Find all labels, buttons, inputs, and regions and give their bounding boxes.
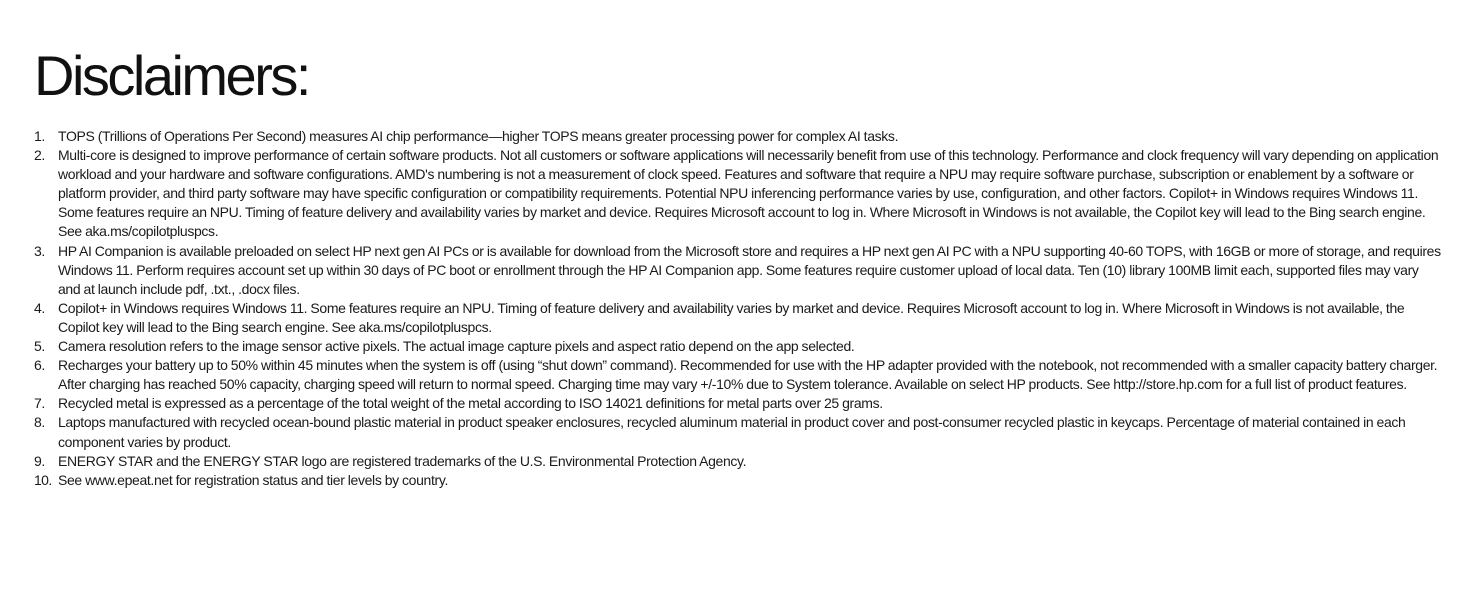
list-item: [34, 242, 1442, 299]
item-text: Recharges your battery up to 50% within 45 minutes when the system is off (using “shut down” command). Recommended for use with the HP adapter provided with the notebook, not recommended with a smaller capacity battery charger. After charging has reached 50% capacity, charging speed will return to normal speed. Charging time may vary +/-10% due to System tolerance. Available on select HP products. See http://store.hp.com for a full list of product features.: [58, 357, 1438, 393]
item-number: 10.: [34, 471, 52, 488]
item-text: Recycled metal is expressed as a percentage of the total weight of the metal according to ISO 14021 definitions for metal parts over 25 grams.: [58, 395, 883, 412]
item-text: See www.epeat.net for registration status and tier levels by country.: [58, 471, 448, 488]
item-number: 4.: [34, 299, 45, 316]
item-text: TOPS (Trillions of Operations Per Second) measures AI chip performance—higher TOPS means greater processing power for complex AI tasks.: [58, 128, 899, 144]
list-item: [34, 413, 1442, 451]
item-number: 5.: [34, 338, 45, 355]
page-title: Disclaimers:: [34, 44, 309, 107]
item-number: 6.: [34, 357, 45, 374]
item-text: Multi-core is designed to improve performance of certain software products. Not all customers or software applications will necessarily benefit from use of this technology. Performance and clock frequency will vary depending on application workload and your hardware and software configurations. AMD's numbering is not a measurement of clock speed. Features and software that require a NPU may require software purchase, subscription or enablement by a software or platform provider, and third party software may have specific configuration or compatibility requirements. Potential NPU inferencing performance varies by use, configuration, and other factors. Copilot+ in Windows requires Windows 11. Some features require an NPU. Timing of feature delivery and availability varies by market and device. Requires Microsoft account to log in. Where Microsoft in Windows is not available, the Copilot key will lead to the Bing search engine. See aka.ms/copilotpluspcs.: [58, 147, 1439, 240]
item-number: 7.: [34, 395, 45, 412]
item-text: Laptops manufactured with recycled ocean-bound plastic material in product speaker enclosures, recycled aluminum material in product cover and post-consumer recycled plastic in keycaps. Percentage of material contained in each component varies by product.: [58, 414, 1406, 450]
item-text: Copilot+ in Windows requires Windows 11. Some features require an NPU. Timing of feature delivery and availability varies by market and device. Requires Microsoft account to log in. Where Microsoft in Windows is not available, the Copilot key will lead to the Bing search engine. See aka.ms/copilotpluspcs.: [58, 299, 1405, 335]
list-item: [34, 394, 1442, 413]
item-number: 9.: [34, 452, 45, 469]
list-item: [34, 337, 1442, 356]
disclaimer-list: [34, 127, 1442, 490]
item-text: HP AI Companion is available preloaded on select HP next gen AI PCs or is available for download from the Microsoft store and requires a HP next gen AI PC with a NPU supporting 40-60 TOPS, with 16GB or more of storage, and requires Windows 11. Perform requires account set up within 30 days of PC boot or enrollment through the HP AI Companion app. Some features require customer upload of local data. Ten (10) library 100MB limit each, supported files may vary and at launch include pdf, .txt., .docx files.: [58, 242, 1441, 297]
item-number: 3.: [34, 242, 45, 259]
list-item: [34, 356, 1442, 394]
item-text: ENERGY STAR and the ENERGY STAR logo are registered trademarks of the U.S. Environmental Protection Agency.: [58, 452, 747, 469]
list-item: [34, 127, 1442, 146]
list-item: [34, 299, 1442, 337]
item-number: 1.: [34, 128, 45, 144]
list-item: [34, 452, 1442, 471]
item-number: 8.: [34, 414, 45, 431]
item-number: 2.: [34, 147, 45, 164]
item-text: Camera resolution refers to the image sensor active pixels. The actual image capture pixels and aspect ratio depend on the app selected.: [58, 338, 855, 355]
list-item: [34, 146, 1442, 241]
list-item: [34, 471, 1442, 490]
